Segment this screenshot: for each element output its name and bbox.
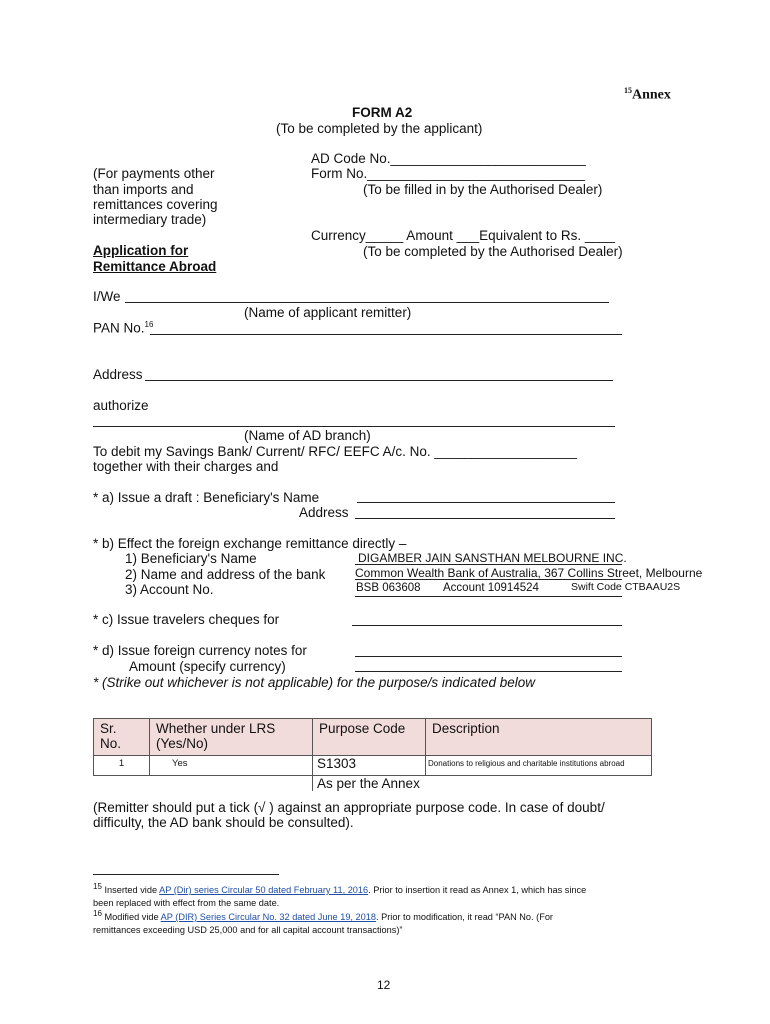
footnote-separator bbox=[93, 874, 279, 875]
form-title: FORM A2 bbox=[352, 105, 413, 120]
footnote-16: $^{16}$ Modified vide AP (DIR) Series Circular No. 32 dated June 19, 2018. Prior to modification, it read “PAN No. (For remittances exceeding USD 25,000 and for all capital account transactions)” bbox=[93, 909, 553, 936]
purpose-table-header bbox=[94, 719, 652, 756]
form-subtitle: (To be completed by the applicant) bbox=[276, 121, 483, 136]
applicant-name-caption: (Name of applicant remitter) bbox=[244, 305, 412, 320]
b1-beneficiary-label: 1) Beneficiary's Name bbox=[125, 551, 257, 566]
applicant-name-line bbox=[125, 302, 609, 303]
ad-code-field: AD Code No.__________________________ bbox=[311, 151, 586, 166]
bsb-value: BSB 063608 bbox=[356, 582, 421, 594]
filled-by-ad-note: (To be filled in by the Authorised Dealer) bbox=[363, 182, 603, 197]
option-d-currency-notes: * d) Issue foreign currency notes for bbox=[93, 643, 307, 658]
pan-footnote-marker: 16 bbox=[144, 320, 154, 329]
account-number-value: Account 10914524 bbox=[443, 582, 539, 594]
bank-address-line bbox=[355, 579, 622, 580]
application-title-line-1: Application for bbox=[93, 243, 189, 258]
table-footer-row bbox=[94, 776, 652, 792]
application-title-line-2: Remittance Abroad bbox=[93, 259, 217, 274]
payment-note-line-4: intermediary trade) bbox=[93, 212, 207, 227]
form-no-field: Form No._____________________________ bbox=[311, 166, 585, 181]
option-b-direct: * b) Effect the foreign exchange remittance directly – bbox=[93, 536, 407, 551]
account-line bbox=[355, 596, 622, 597]
bank-address-value: Common Wealth Bank of Australia, 367 Collins Street, Melbourne bbox=[355, 566, 703, 580]
beneficiary-name-line bbox=[355, 564, 622, 565]
draft-address-label: Address bbox=[299, 505, 349, 520]
header-sr-no: Sr. No. bbox=[94, 719, 150, 756]
ad-branch-line bbox=[93, 426, 615, 427]
purpose-table bbox=[93, 718, 652, 791]
charges-line: together with their charges and bbox=[93, 459, 279, 474]
authorize-label: authorize bbox=[93, 398, 149, 413]
as-per-annex: As per the Annex bbox=[313, 776, 426, 792]
travelers-cheques-line bbox=[352, 625, 622, 626]
footnote-15: $^{15}$ Inserted vide AP (Dir) series Circular 50 dated February 11, 2016. Prior to insertion it read as Annex 1, which has since been replaced with effect from the same date. bbox=[93, 882, 587, 909]
payment-note-line-2: than imports and bbox=[93, 182, 194, 197]
header-description: Description bbox=[426, 719, 652, 756]
annex-label: $^{15}$Annex bbox=[624, 86, 671, 103]
annex-footnote-marker: 15 bbox=[624, 86, 632, 95]
footnote-15-link[interactable]: AP (Dir) series Circular 50 dated February 11, 2016 bbox=[159, 885, 369, 896]
row-purpose-code: S1303 bbox=[313, 756, 426, 776]
pan-label: PAN No.$^{16}$ bbox=[93, 320, 154, 336]
currency-amount-line: Currency_____ Amount ___Equivalent to Rs. ____ bbox=[311, 228, 615, 243]
row-lrs: Yes bbox=[150, 756, 313, 776]
completed-by-ad-note: (To be completed by the Authorised Dealer) bbox=[363, 244, 623, 259]
remitter-note-line-1: (Remitter should put a tick (√ ) against an appropriate purpose code. In case of doubt/ bbox=[93, 800, 605, 815]
remitter-note-line-2: difficulty, the AD bank should be consulted). bbox=[93, 815, 354, 830]
option-c-travelers-cheques: * c) Issue travelers cheques for bbox=[93, 612, 280, 627]
payment-note-line-3: remittances covering bbox=[93, 197, 218, 212]
footnote-16-link[interactable]: AP (DIR) Series Circular No. 32 dated June 19, 2018 bbox=[160, 912, 376, 923]
swift-code-value: Swift Code CTBAAU2S bbox=[571, 581, 681, 593]
amount-currency-line bbox=[355, 671, 622, 672]
ad-branch-caption: (Name of AD branch) bbox=[244, 428, 371, 443]
payment-note-line-1: (For payments other bbox=[93, 166, 215, 181]
header-purpose-code: Purpose Code bbox=[313, 719, 426, 756]
header-lrs: Whether under LRS (Yes/No) bbox=[150, 719, 313, 756]
row-sr-no: 1 bbox=[94, 756, 150, 776]
strike-out-note: * (Strike out whichever is not applicable) for the purpose/s indicated below bbox=[93, 675, 535, 690]
beneficiary-name-value: DIGAMBER JAIN SANSTHAN MELBOURNE INC. bbox=[358, 551, 627, 565]
option-a-draft: * a) Issue a draft : Beneficiary's Name bbox=[93, 490, 320, 505]
pan-line bbox=[150, 334, 622, 335]
amount-currency-label: Amount (specify currency) bbox=[129, 659, 286, 674]
b3-account-label: 3) Account No. bbox=[125, 582, 214, 597]
debit-account-line: To debit my Savings Bank/ Current/ RFC/ EEFC A/c. No. ___________________ bbox=[93, 444, 578, 459]
currency-notes-line bbox=[355, 656, 622, 657]
draft-address-line bbox=[355, 518, 615, 519]
address-label: Address bbox=[93, 367, 143, 382]
table-row bbox=[94, 756, 652, 776]
b2-bank-label: 2) Name and address of the bank bbox=[125, 567, 326, 582]
row-description: Donations to religious and charitable institutions abroad bbox=[426, 756, 652, 776]
draft-beneficiary-line bbox=[357, 502, 615, 503]
page-number: 12 bbox=[377, 978, 391, 992]
i-we-label: I/We bbox=[93, 289, 121, 304]
address-line bbox=[145, 380, 613, 381]
